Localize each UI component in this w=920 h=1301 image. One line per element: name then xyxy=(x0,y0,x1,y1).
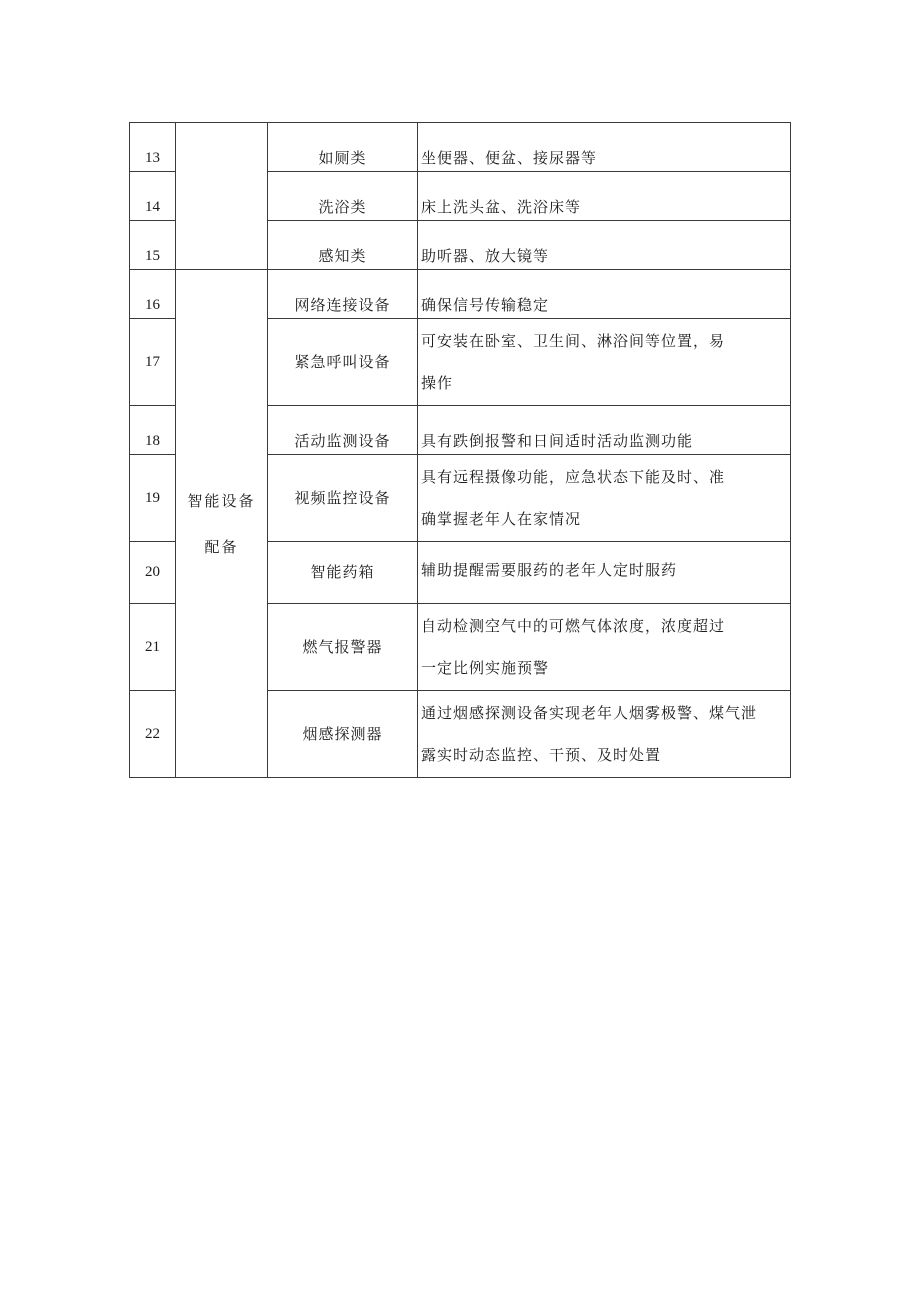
row-number: 17 xyxy=(130,319,176,406)
description-line: 一定比例实施预警 xyxy=(421,659,550,677)
row-number: 22 xyxy=(130,691,176,778)
table-row xyxy=(130,270,791,319)
description-line: 确掌握老年人在家情况 xyxy=(421,510,582,528)
category-cell xyxy=(176,123,268,270)
item-name: 如厕类 xyxy=(268,123,418,172)
item-description: 确保信号传输稳定 xyxy=(418,270,791,319)
row-number: 14 xyxy=(130,172,176,221)
item-description xyxy=(418,455,791,542)
row-number: 15 xyxy=(130,221,176,270)
item-description: 具有跌倒报警和日间适时活动监测功能 xyxy=(418,406,791,455)
category-label-line-1: 智能设备 xyxy=(187,491,256,510)
item-name: 紧急呼叫设备 xyxy=(268,319,418,406)
table-row xyxy=(130,123,791,172)
row-number: 13 xyxy=(130,123,176,172)
item-name: 网络连接设备 xyxy=(268,270,418,319)
item-description: 助听器、放大镜等 xyxy=(418,221,791,270)
row-number: 21 xyxy=(130,604,176,691)
description-line: 操作 xyxy=(421,374,454,392)
item-description xyxy=(418,604,791,691)
item-description xyxy=(418,319,791,406)
row-number: 18 xyxy=(130,406,176,455)
category-cell-smart-devices xyxy=(176,270,268,778)
category-label-line-2: 配备 xyxy=(204,537,239,556)
item-name: 视频监控设备 xyxy=(268,455,418,542)
item-name: 活动监测设备 xyxy=(268,406,418,455)
item-name: 智能药箱 xyxy=(268,542,418,604)
item-description xyxy=(418,691,791,778)
description-line: 通过烟感探测设备实现老年人烟雾极警、煤气泄 xyxy=(421,704,758,722)
item-description: 辅助提醒需要服药的老年人定时服药 xyxy=(418,542,791,604)
description-line: 具有远程摄像功能，应急状态下能及时、准 xyxy=(421,468,726,486)
description-line: 可安装在卧室、卫生间、淋浴间等位置，易 xyxy=(421,332,726,350)
description-line: 自动检测空气中的可燃气体浓度，浓度超过 xyxy=(421,617,726,635)
item-description: 坐便器、便盆、接尿器等 xyxy=(418,123,791,172)
item-name: 燃气报警器 xyxy=(268,604,418,691)
row-number: 19 xyxy=(130,455,176,542)
row-number: 20 xyxy=(130,542,176,604)
item-name: 烟感探测器 xyxy=(268,691,418,778)
row-number: 16 xyxy=(130,270,176,319)
item-description: 床上洗头盆、洗浴床等 xyxy=(418,172,791,221)
description-line: 露实时动态监控、干预、及时处置 xyxy=(421,746,662,764)
item-name: 感知类 xyxy=(268,221,418,270)
item-name: 洗浴类 xyxy=(268,172,418,221)
equipment-table xyxy=(129,122,791,778)
